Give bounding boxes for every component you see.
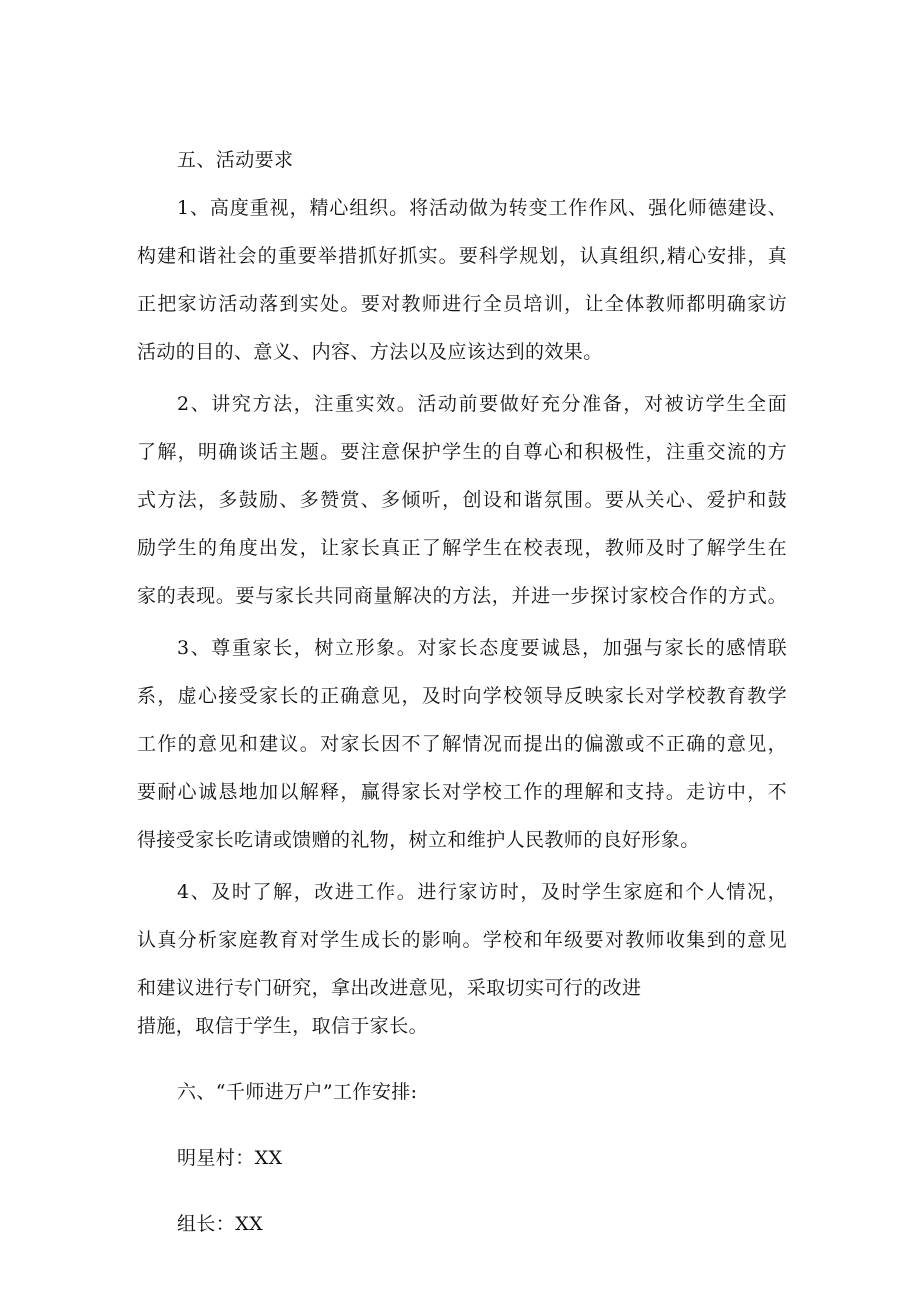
paragraph-line: 得接受家长吃请或馈赠的礼物，树立和维护人民教师的良好形象。 [137, 829, 700, 851]
section-heading: 五、活动要求 [177, 149, 294, 171]
paragraph-line: 措施，取信于学生，取信于家长。 [137, 1015, 429, 1037]
section-heading: 六、“千师进万户”工作安排: [177, 1081, 418, 1103]
paragraph-line: 3、尊重家长，树立形象。对家长态度要诚恳，加强与家长的感情联 [177, 637, 787, 659]
paragraph-line: 家的表现。要与家长共同商量解决的方法，并进一步探讨家校合作的方式。 [137, 585, 787, 607]
document-body [137, 136, 787, 1248]
paragraph-line: 认真分析家庭教育对学生成长的影响。学校和年级要对教师收集到的意见 [137, 929, 787, 951]
paragraph-line: 构建和谐社会的重要举措抓好抓实。要科学规划，认真组织,精心安排，真 [137, 245, 787, 267]
paragraph-line: 要耐心诚恳地加以解释，赢得家长对学校工作的理解和支持。走访中，不 [137, 781, 787, 803]
village-line: 明星村：XX [177, 1147, 283, 1169]
paragraph-item-2 [137, 380, 787, 620]
paragraph-line: 励学生的角度出发，让家长真正了解学生在校表现，教师及时了解学生在 [137, 537, 787, 559]
paragraph-line: 4、及时了解，改进工作。进行家访时，及时学生家庭和个人情况， [177, 881, 787, 903]
paragraph-line: 2、讲究方法，注重实效。活动前要做好充分准备，对被访学生全面 [177, 393, 787, 415]
paragraph-line: 了解，明确谈话主题。要注意保护学生的自尊心和积极性，注重交流的方 [137, 441, 787, 463]
paragraph-line: 和建议进行专门研究，拿出改进意见，采取切实可行的改进 [137, 977, 642, 999]
paragraph-item-1 [137, 184, 787, 376]
leader-line: 组长：XX [177, 1213, 264, 1235]
paragraph-line: 正把家访活动落到实处。要对教师进行全员培训，让全体教师都明确家访 [137, 293, 787, 315]
paragraph-line: 式方法，多鼓励、多赞赏、多倾听，创设和谐氛围。要从关心、爱护和鼓 [137, 489, 787, 511]
paragraph-item-3 [137, 624, 787, 864]
paragraph-line: 系，虚心接受家长的正确意见，及时向学校领导反映家长对学校教育教学 [137, 685, 787, 707]
paragraph-line: 活动的目的、意义、内容、方法以及应该达到的效果。 [137, 341, 603, 363]
paragraph-line: 1、高度重视，精心组织。将活动做为转变工作作风、强化师德建设、 [177, 197, 787, 219]
paragraph-line: 工作的意见和建议。对家长因不了解情况而提出的偏激或不正确的意见， [137, 733, 787, 755]
paragraph-item-4 [137, 868, 787, 1050]
